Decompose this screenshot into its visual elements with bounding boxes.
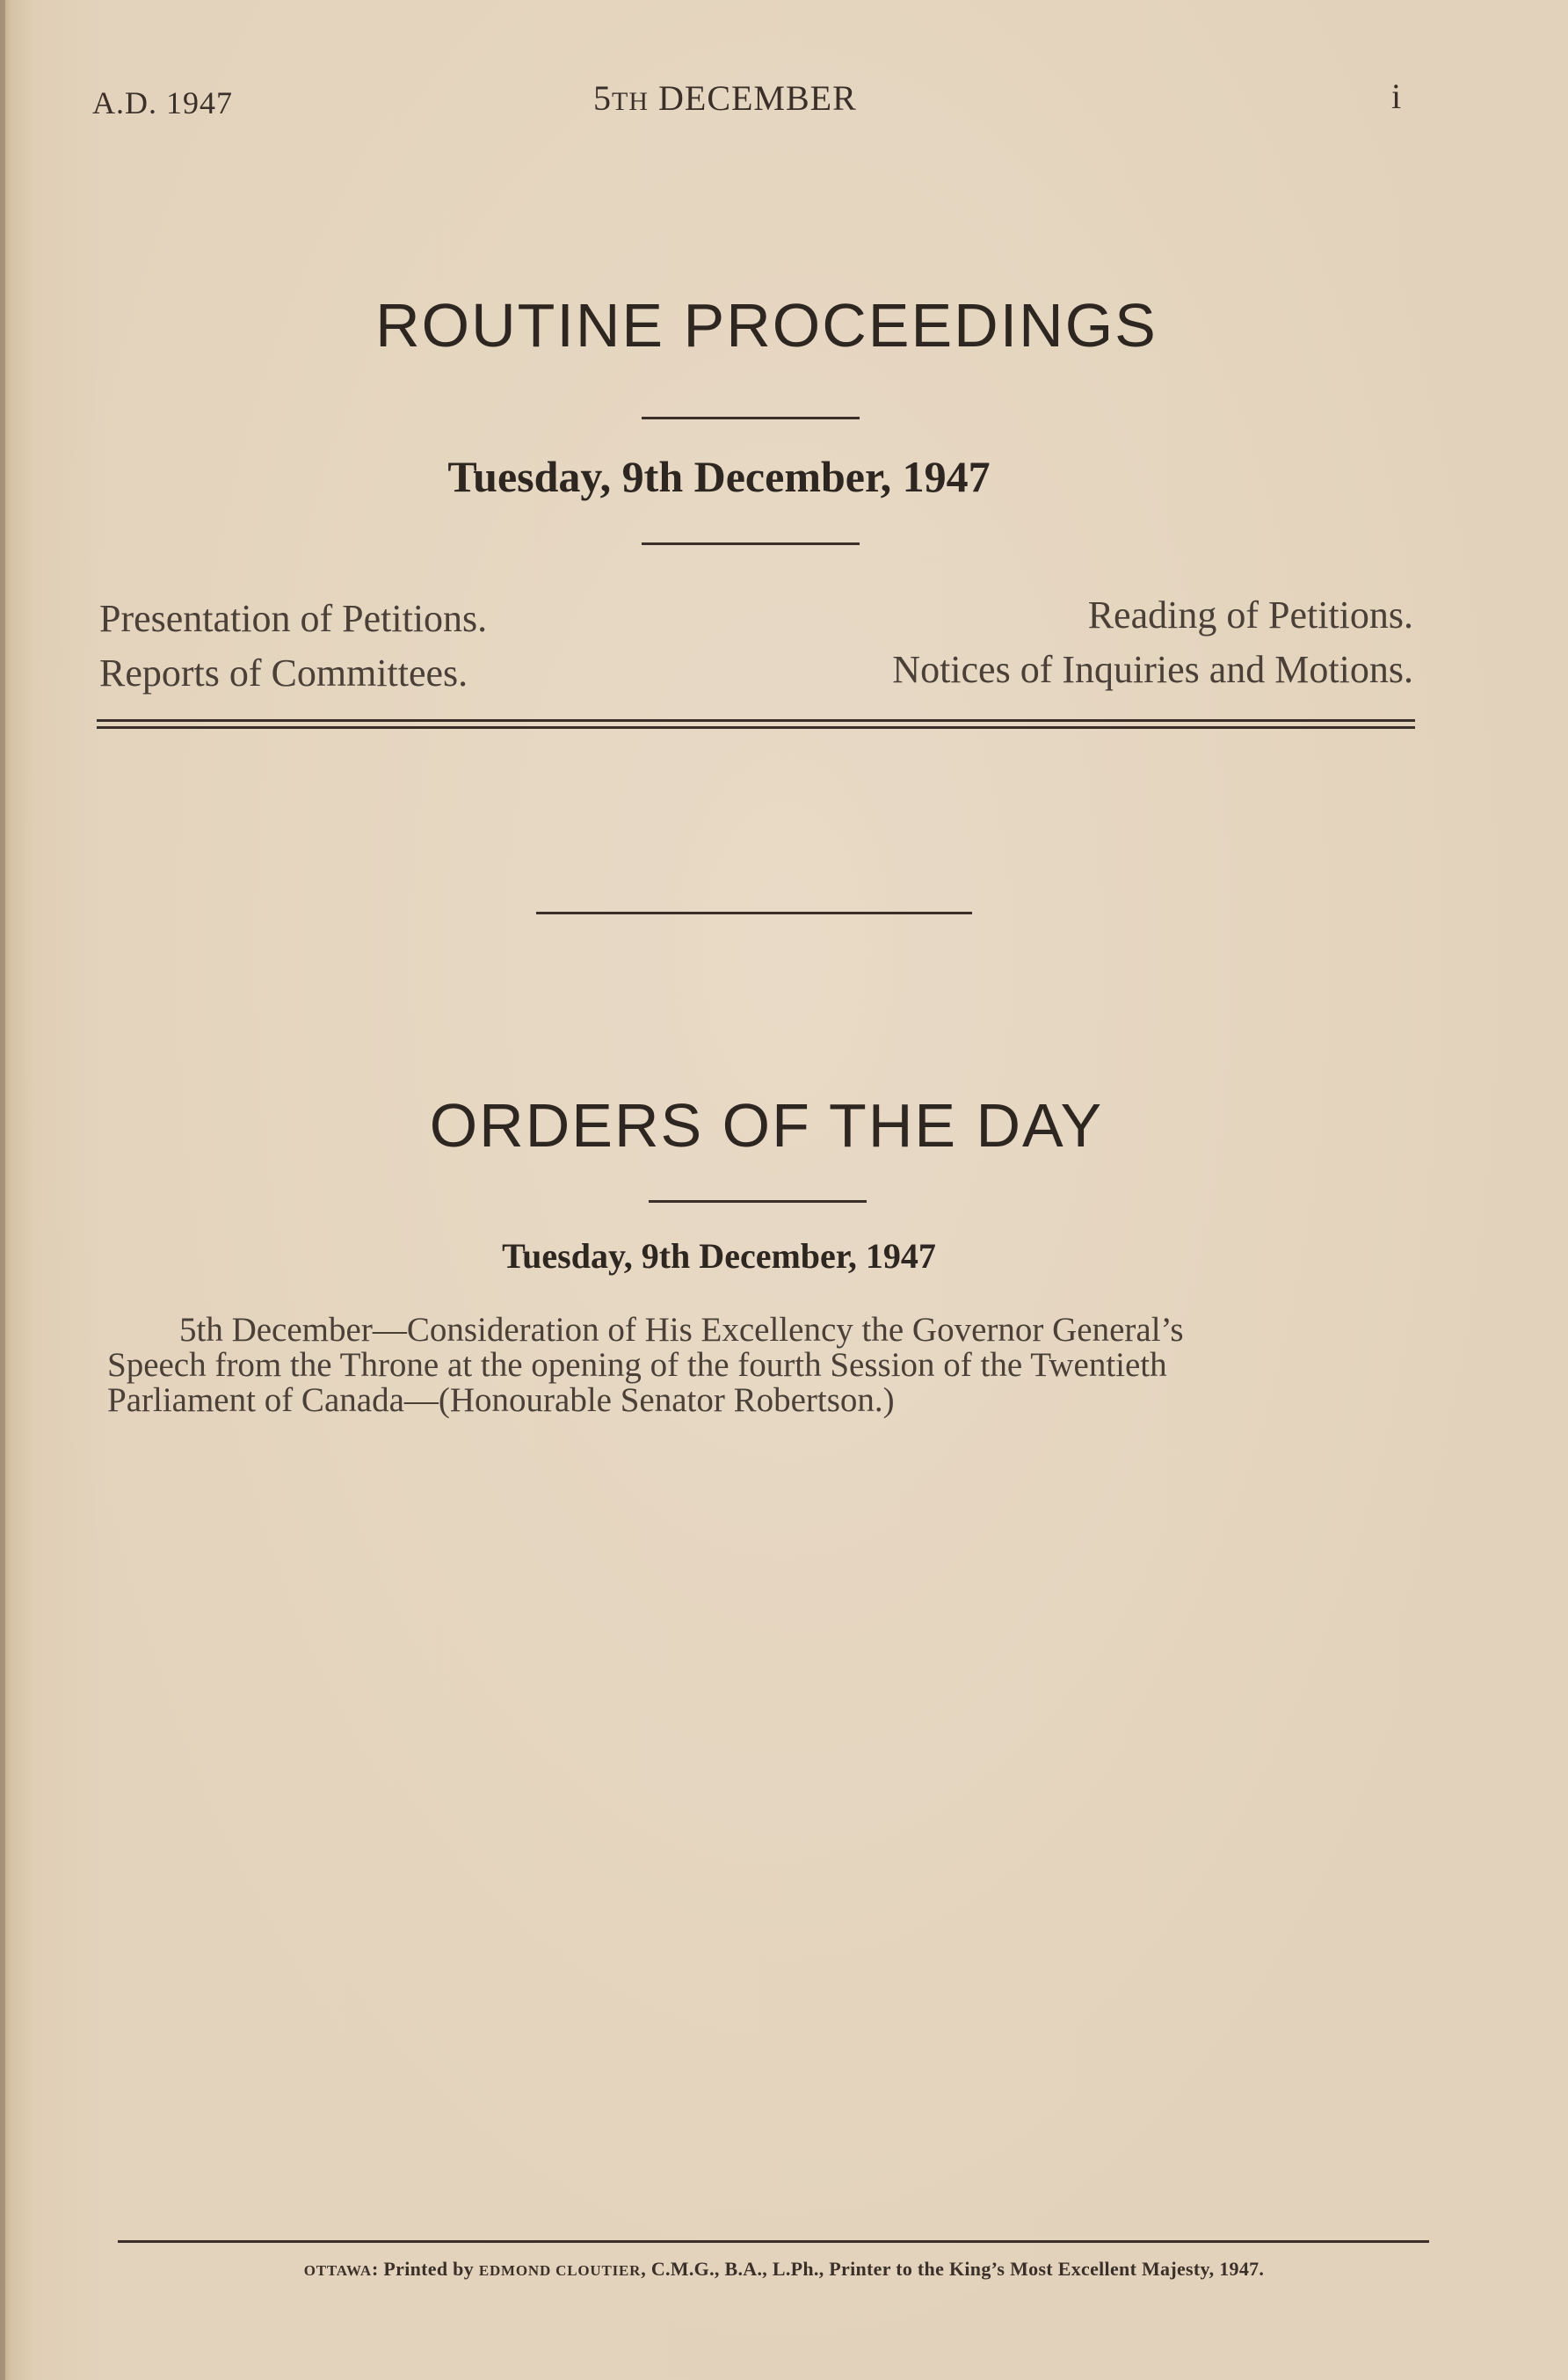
routine-item-reports-of-committees: Reports of Committees.: [99, 651, 468, 695]
routine-item-notices-of-inquiries: Notices of Inquiries and Motions.: [892, 648, 1413, 691]
orders-line: Speech from the Throne at the opening of the fourth Session of the Twentieth: [107, 1346, 1167, 1384]
imprint-rest: , C.M.G., B.A., L.Ph., Printer to the King’s Most Excellent Majesty, 1947.: [641, 2258, 1265, 2280]
imprint-printed-by: : Printed by: [371, 2258, 475, 2280]
page-number: i: [1391, 76, 1402, 116]
orders-line: 5th December—Consideration of His Excellency the Governor General’s: [179, 1311, 1184, 1349]
header-date: [593, 77, 857, 119]
routine-title-rule: [642, 417, 860, 419]
routine-date: Tuesday, 9th December, 1947: [447, 452, 991, 501]
orders-date: Tuesday, 9th December, 1947: [502, 1236, 936, 1276]
section-separator-rule: [536, 912, 972, 914]
orders-of-the-day-title: ORDERS OF THE DAY: [429, 1091, 1104, 1160]
imprint-printer-name: EDMOND CLOUTIER: [478, 2262, 642, 2279]
header-date-day: 5: [593, 78, 612, 118]
header-date-month: DECEMBER: [658, 78, 857, 118]
footer-rule: [118, 2240, 1429, 2243]
imprint-city: OTTAWA: [303, 2262, 372, 2279]
routine-item-presentation-of-petitions: Presentation of Petitions.: [99, 597, 488, 640]
routine-date-rule: [642, 542, 860, 545]
orders-title-rule: [649, 1200, 867, 1203]
routine-double-rule: [97, 719, 1415, 729]
routine-item-reading-of-petitions: Reading of Petitions.: [1087, 593, 1413, 637]
header-year: A.D. 1947: [92, 85, 233, 120]
orders-item-paragraph: [107, 1313, 1421, 1418]
header-date-suffix: TH: [612, 87, 649, 116]
printer-imprint: [0, 2258, 1568, 2281]
orders-line: Parliament of Canada—(Honourable Senator Robertson.): [107, 1381, 895, 1419]
routine-proceedings-title: ROUTINE PROCEEDINGS: [375, 291, 1158, 360]
